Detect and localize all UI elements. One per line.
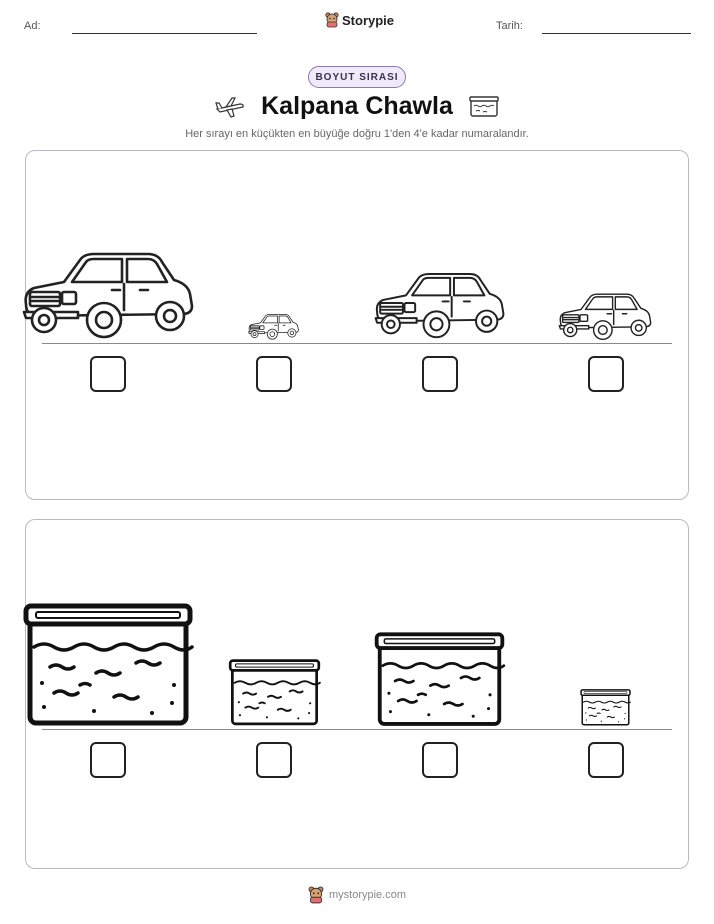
aquarium-baseline: [42, 729, 672, 730]
bear-icon: [308, 886, 324, 904]
rank-input-box[interactable]: [256, 356, 292, 392]
name-field-line[interactable]: [72, 33, 257, 34]
rank-input-box[interactable]: [422, 356, 458, 392]
car-icon: [22, 250, 194, 342]
rank-input-box[interactable]: [90, 742, 126, 778]
aquarium-icon: [24, 603, 192, 727]
date-field-line[interactable]: [542, 33, 691, 34]
rank-input-box[interactable]: [256, 742, 292, 778]
rank-input-box[interactable]: [588, 742, 624, 778]
aquarium-icon: [468, 95, 500, 119]
aquarium-icon: [580, 689, 631, 726]
rank-input-box[interactable]: [588, 356, 624, 392]
bear-icon: [325, 12, 339, 28]
rank-input-box[interactable]: [90, 356, 126, 392]
footer: [0, 886, 714, 904]
name-label: Ad:: [24, 20, 41, 32]
car-icon: [248, 313, 299, 341]
brand-logo: [325, 12, 394, 28]
date-label: Tarih:: [496, 20, 523, 32]
footer-site: mystorypie.com: [328, 889, 407, 901]
aquarium-icon: [229, 659, 320, 726]
car-baseline: [42, 343, 672, 344]
aquarium-icon: [375, 632, 504, 727]
activity-badge: BOYUT SIRASI: [308, 66, 406, 88]
rank-input-box[interactable]: [422, 742, 458, 778]
brand-name: Storypie: [342, 12, 395, 28]
page-title: Kalpana Chawla: [261, 92, 453, 120]
car-icon: [558, 292, 652, 342]
car-icon: [374, 271, 505, 341]
instructions: Her sırayı en küçükten en büyüğe doğru 1'den 4'e kadar numaralandır.: [185, 128, 529, 140]
